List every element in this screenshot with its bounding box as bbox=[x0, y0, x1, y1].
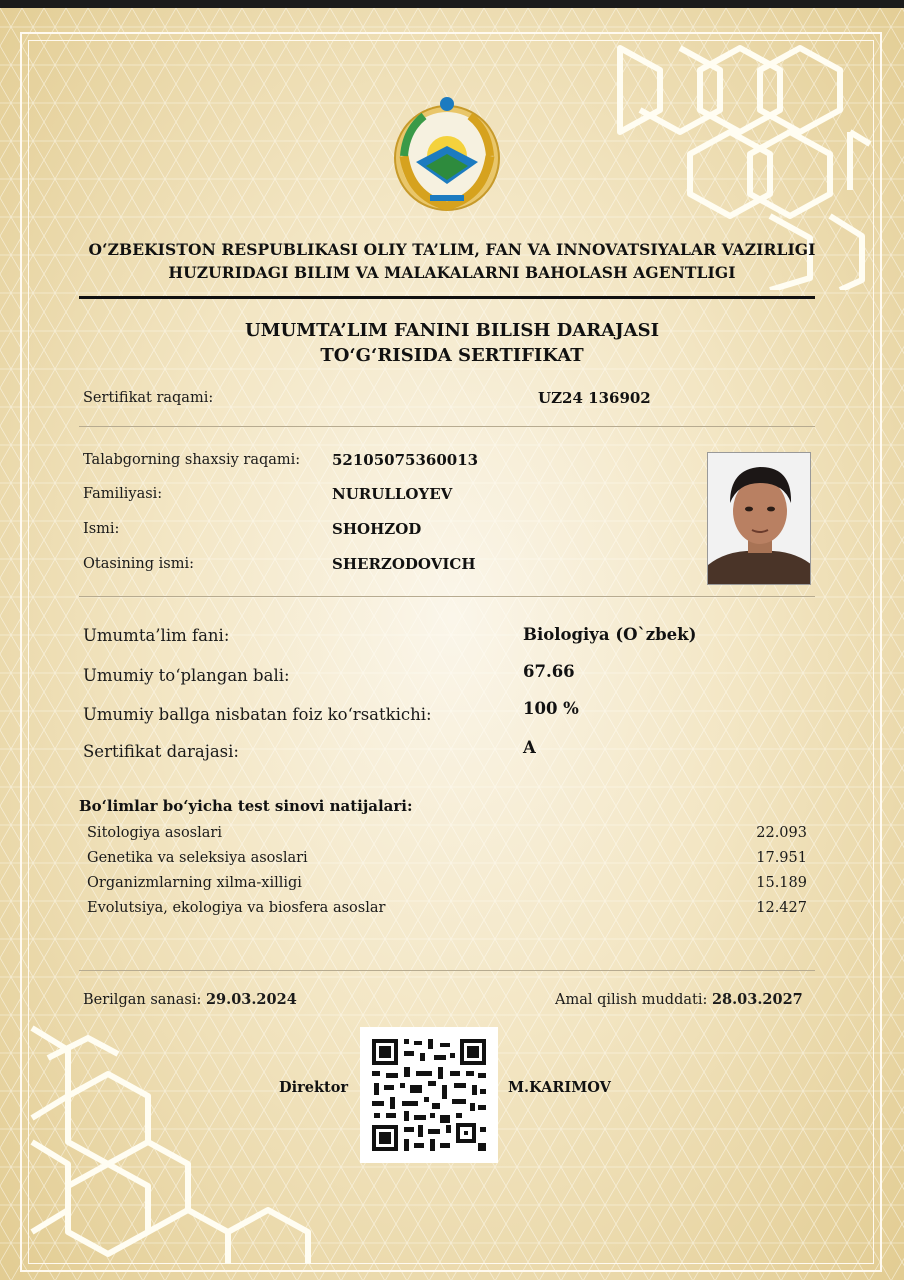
section-row bbox=[87, 875, 807, 895]
percent: 100 % bbox=[523, 699, 579, 718]
section-score: 22.093 bbox=[756, 825, 807, 841]
divider bbox=[79, 970, 815, 971]
certificate-title-line1: UMUMTA’LIM FANINI BILISH DARAJASI bbox=[244, 320, 660, 341]
section-results-title: Bo‘limlar bo‘yicha test sinovi natijalari: bbox=[79, 797, 413, 815]
section-score: 12.427 bbox=[756, 900, 807, 916]
issued-date: 29.03.2024 bbox=[205, 991, 297, 1008]
section-row bbox=[87, 825, 807, 845]
percent-label: Umumiy ballga nisbatan foiz ko‘rsatkichi: bbox=[83, 705, 432, 724]
agency-header-line1: O‘ZBEKISTON RESPUBLIKASI OLIY TA’LIM, FAN VA INNOVATSIYALAR VAZIRLIGI bbox=[88, 240, 816, 259]
section-name: Evolutsiya, ekologiya va biosfera asoslar bbox=[87, 900, 386, 916]
director-name: M.KARIMOV bbox=[508, 1079, 611, 1096]
total-score: 67.66 bbox=[523, 662, 575, 681]
total-score-label: Umumiy to‘plangan bali: bbox=[83, 666, 290, 685]
corner-ornament-bottom-left bbox=[28, 1018, 328, 1264]
state-emblem-icon bbox=[390, 96, 504, 214]
header-divider bbox=[79, 296, 815, 299]
certificate-level: A bbox=[523, 738, 536, 757]
name-label: Ismi: bbox=[83, 521, 120, 537]
valid-label: Amal qilish muddati: bbox=[555, 992, 708, 1008]
agency-header-line2: HUZURIDAGI BILIM VA MALAKALARNI BAHOLASH AGENTLIGI bbox=[168, 263, 736, 282]
surname: NURULLOYEV bbox=[332, 485, 453, 503]
director-label: Direktor bbox=[279, 1079, 349, 1096]
section-score: 15.189 bbox=[756, 875, 807, 891]
section-name: Sitologiya asoslari bbox=[87, 825, 222, 841]
patronymic: SHERZODOVICH bbox=[332, 555, 476, 573]
section-score: 17.951 bbox=[756, 850, 807, 866]
section-row bbox=[87, 850, 807, 870]
section-name: Organizmlarning xilma-xilligi bbox=[87, 875, 302, 891]
subject-label: Umumta’lim fani: bbox=[83, 626, 230, 645]
section-row bbox=[87, 900, 807, 920]
personal-id: 52105075360013 bbox=[332, 451, 479, 469]
level-label: Sertifikat darajasi: bbox=[83, 742, 239, 761]
section-name: Genetika va seleksiya asoslari bbox=[87, 850, 308, 866]
issued-label: Berilgan sanasi: bbox=[83, 992, 202, 1008]
patronymic-label: Otasining ismi: bbox=[83, 556, 194, 572]
issued-date-field bbox=[83, 991, 297, 1008]
certificate-number-label: Sertifikat raqami: bbox=[83, 390, 214, 406]
certificate-sheet bbox=[0, 8, 904, 1280]
certificate-title-line2: TO‘G‘RISIDA SERTIFIKAT bbox=[320, 345, 584, 366]
divider bbox=[79, 426, 815, 427]
first-name: SHOHZOD bbox=[332, 520, 422, 538]
surname-label: Familiyasi: bbox=[83, 486, 163, 502]
personal-id-label: Talabgorning shaxsiy raqami: bbox=[83, 452, 301, 468]
valid-date: 28.03.2027 bbox=[711, 991, 803, 1008]
valid-until-field bbox=[555, 991, 803, 1008]
divider bbox=[79, 596, 815, 597]
qr-code-icon[interactable] bbox=[360, 1027, 498, 1163]
certificate-number: UZ24 136902 bbox=[538, 389, 651, 407]
subject: Biologiya (O`zbek) bbox=[523, 625, 697, 644]
applicant-photo bbox=[707, 452, 811, 585]
